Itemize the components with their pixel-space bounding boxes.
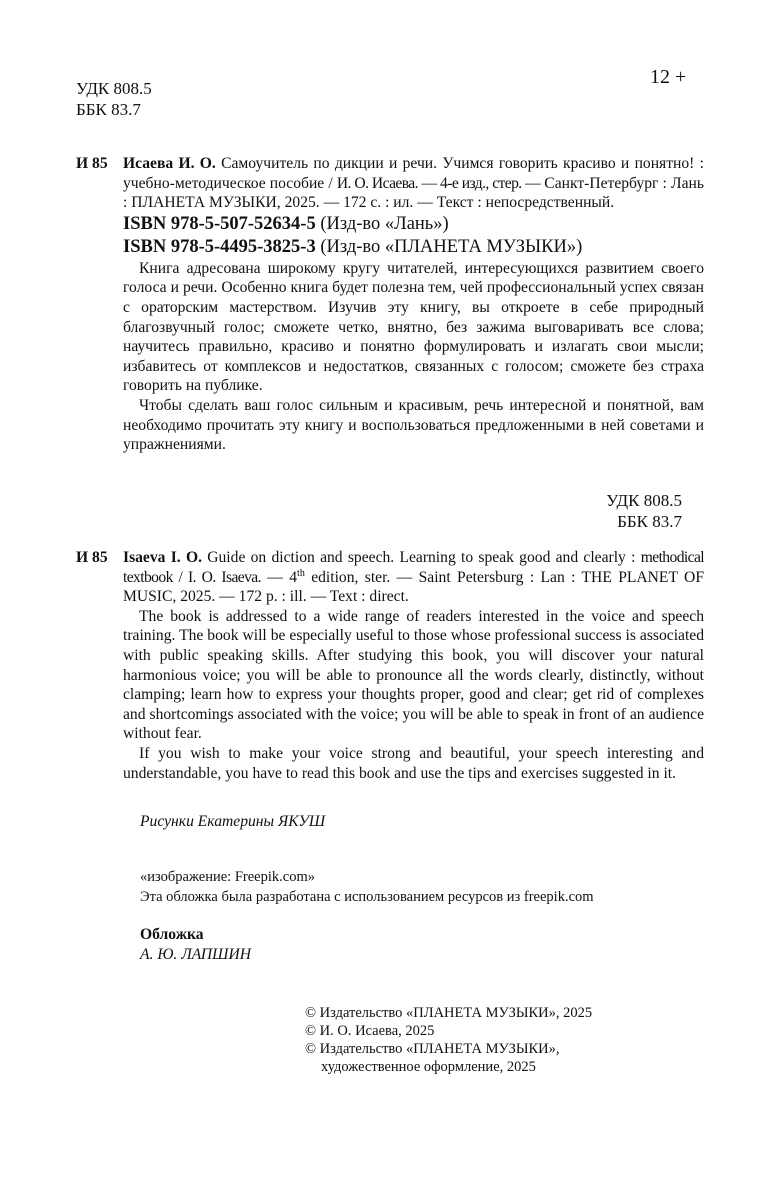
biblio-text: — 4 <box>260 568 298 586</box>
classification-en <box>560 490 682 532</box>
udk-code: УДК 808.5 <box>606 491 682 510</box>
age-rating: 12 + <box>650 66 687 88</box>
copyright-line: © Издательство «ПЛАНЕТА МУЗЫКИ», <box>305 1041 560 1057</box>
biblio-text: edition, ster. — Saint Petersburg : Lan : THE PLANET OF MUSIC, 2025. — 172 p. : ill. — Text : direct. <box>123 568 704 606</box>
copyright-block <box>305 1004 592 1076</box>
bbk-code: ББК 83.7 <box>617 512 682 531</box>
biblio-text: Guide on diction and speech. Learning to speak good and clearly : <box>201 549 641 566</box>
author-mark: И 85 <box>76 549 108 566</box>
annotation-paragraph: Книга адресована широкому кругу читателей, интересующихся развитием своего голоса и речи. Особенно книга будет полезна тем, чей профессиональный успех связан с ораторским мастерством. Изучив эту книгу, вы откроете в себе природный благозвучный голос; сможете четко, внятно, без зажима выговаривать все слова; научитесь правильно, красиво и понятно формулировать и излагать свои мысли; избавитесь от комплексов и недостатков, связанных с голосом; сможете без страха говорить на публике. <box>123 259 704 395</box>
copyright-line: © Издательство «ПЛАНЕТА МУЗЫКИ», 2025 <box>305 1005 593 1021</box>
cover-credit <box>140 925 251 964</box>
udk-code: УДК 808.5 <box>76 79 152 98</box>
cover-note: Эта обложка была разработана с использованием ресурсов из freepik.com <box>140 888 594 905</box>
annotation-paragraph: If you wish to make your voice strong and beautiful, your speech interesting and understandable, you have to read this book and use the tips and exercises suggested in it. <box>123 744 704 782</box>
biblio-text: И. О. Исаева. — 4-е изд., стер. — <box>336 174 541 192</box>
author-mark: И 85 <box>76 155 108 172</box>
copyright-line: художественное оформление, 2025 <box>321 1059 536 1075</box>
copyright-line: © И. О. Исаева, 2025 <box>305 1023 435 1039</box>
credits <box>140 868 594 907</box>
cover-author: А. Ю. ЛАПШИН <box>140 945 251 963</box>
biblio-text: Самоучитель по дикции и речи. Учимся говорить красиво и понятно! : учебно-методическое пособие / <box>123 155 704 192</box>
bbk-code: ББК 83.7 <box>76 100 141 119</box>
author-name: Исаева И. О. <box>123 155 216 172</box>
annotation-paragraph: Чтобы сделать ваш голос сильным и красивым, речь интересной и понятной, вам необходимо прочитать эту книгу и воспользоваться предложенными в ней советами и упражнениями. <box>123 396 704 454</box>
author-name: Isaeva I. O. <box>123 549 202 566</box>
classification-ru <box>76 78 152 120</box>
entry-ru <box>76 154 704 455</box>
annotation-paragraph: The book is addressed to a wide range of readers interested in the voice and speech training. The book will be especially useful to those whose professional success is associated with public speaking skills. After studying this book, you will discover your natural harmonious voice; you will be able to pronounce all the words clearly, distinctly, without clamping; learn how to express your thoughts proper, good and clear; get rid of complexes and shortcomings associated with the voice; you will be able to speak in front of an audience without fear. <box>123 607 704 743</box>
illustrations-credit: Рисунки Екатерины ЯКУШ <box>140 813 326 830</box>
superscript: th <box>297 567 305 579</box>
entry-en <box>76 548 704 783</box>
isbn-planeta: ISBN 978-5-4495-3825-3 (Изд-во «ПЛАНЕТА МУЗЫКИ») <box>123 236 583 257</box>
isbn-lan: ISBN 978-5-507-52634-5 (Изд-во «Лань») <box>123 213 449 234</box>
image-credit: «изображение: Freepik.com» <box>140 869 315 885</box>
biblio-text: methodical textbook / I. O. Isaeva. <box>123 549 704 586</box>
cover-heading: Обложка <box>140 926 204 943</box>
biblio-text: Санкт-Петербург : Лань : ПЛАНЕТА МУЗЫКИ, 2025. — 172 с. : ил. — Текст : непосредственный. <box>123 174 704 212</box>
